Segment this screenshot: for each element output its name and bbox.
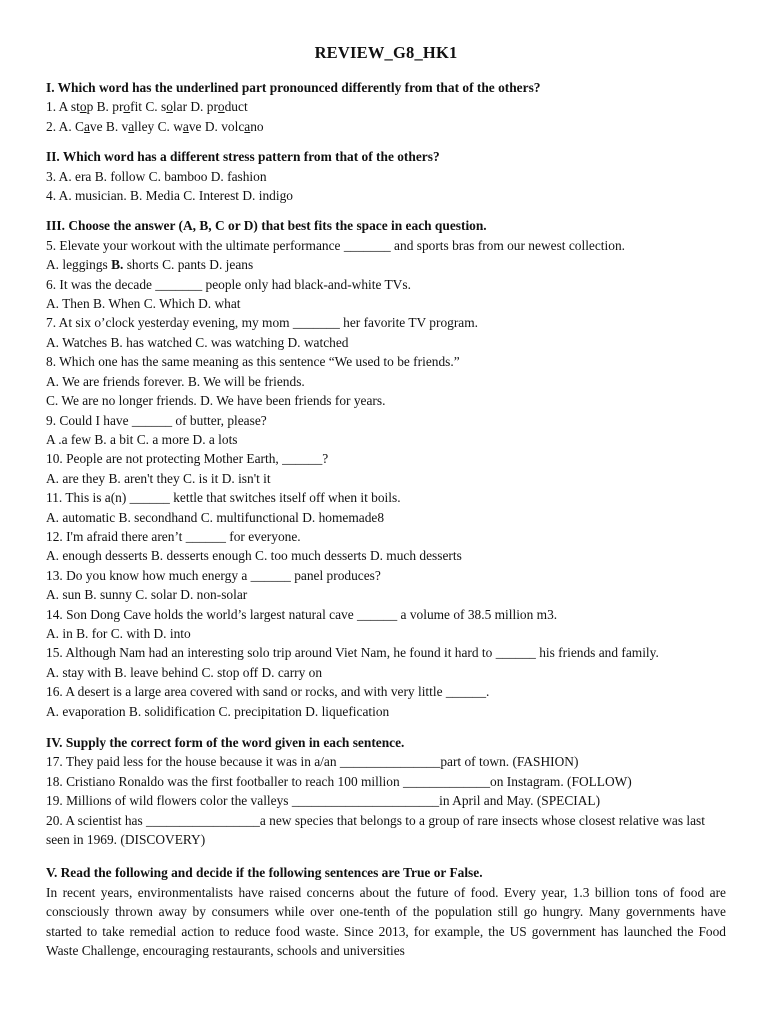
question-12-options: A. enough desserts B. desserts enough C. too much desserts D. much desserts — [46, 548, 462, 564]
question-1: 1. A stop B. profit C. solar D. product — [46, 99, 248, 115]
section-3-heading: III. Choose the answer (A, B, C or D) that best fits the space in each question. — [46, 218, 487, 234]
question-2: 2. A. Cave B. valley C. wave D. volcano — [46, 118, 264, 134]
question-9-options: A .a few B. a bit C. a more D. a lots — [46, 431, 238, 447]
worksheet-page — [46, 42, 726, 960]
section-4-heading: IV. Supply the correct form of the word given in each sentence. — [46, 735, 405, 750]
page-title: REVIEW_G8_HK1 — [314, 43, 458, 62]
question-12: 12. I'm afraid there aren’t ______ for everyone. — [46, 528, 301, 544]
question-15: 15. Although Nam had an interesting solo trip around Viet Nam, he found it hard to ______ his friends and family. — [46, 645, 659, 661]
question-14-options: A. in B. for C. with D. into — [46, 625, 191, 641]
question-16: 16. A desert is a large area covered with sand or rocks, and with very little ______. — [46, 684, 490, 700]
question-18: 18. Cristiano Ronaldo was the first footballer to reach 100 million _____________on Instagram. (FOLLOW) — [46, 773, 632, 789]
section-5-heading: V. Read the following and decide if the following sentences are True or False. — [46, 865, 483, 881]
question-17: 17. They paid less for the house because it was in a/an _______________part of town. (FASHION) — [46, 754, 579, 770]
question-13-options: A. sun B. sunny C. solar D. non-solar — [46, 587, 248, 603]
question-16-options: A. evaporation B. solidification C. precipitation D. liquefication — [46, 703, 390, 719]
question-6-options: A. Then B. When C. Which D. what — [46, 296, 241, 312]
question-3: 3. A. era B. follow C. bamboo D. fashion — [46, 168, 267, 184]
reading-passage: In recent years, environmentalists have raised concerns about the future of food. Every year, 1.3 billion tons of food are consciously thrown away by consumers while over one-tenth of the population still go hungry. Many governments have started to take remedial action to reduce food waste. Since 2013, for example, the US government has launched the Food Waste Challenge, encouraging restaurants, schools and universities — [46, 884, 726, 959]
question-5: 5. Elevate your workout with the ultimate performance _______ and sports bras from our newest collection. — [46, 237, 625, 253]
question-8-options-1: A. We are friends forever. B. We will be friends. — [46, 373, 305, 389]
question-8: 8. Which one has the same meaning as this sentence “We used to be friends.” — [46, 354, 460, 370]
question-11-options: A. automatic B. secondhand C. multifunctional D. homemade8 — [46, 509, 385, 525]
question-10-options: A. are they B. aren't they C. is it D. isn't it — [46, 470, 271, 486]
question-7-options: A. Watches B. has watched C. was watching D. watched — [46, 334, 349, 350]
question-14: 14. Son Dong Cave holds the world’s largest natural cave ______ a volume of 38.5 million m3. — [46, 606, 558, 622]
question-8-options-2: C. We are no longer friends. D. We have been friends for years. — [46, 393, 386, 409]
section-1-heading: I. Which word has the underlined part pronounced differently from that of the others? — [46, 80, 541, 95]
question-20: 20. A scientist has _________________a new species that belongs to a group of rare insects whose closest relative was last seen in 1969. (DISCOVERY) — [46, 812, 705, 848]
question-10: 10. People are not protecting Mother Earth, ______? — [46, 451, 329, 467]
section-2-heading: II. Which word has a different stress pattern from that of the others? — [46, 149, 440, 165]
question-7: 7. At six o’clock yesterday evening, my mom _______ her favorite TV program. — [46, 315, 479, 331]
question-19: 19. Millions of wild flowers color the valleys ______________________in April and May. (SPECIAL) — [46, 793, 601, 809]
question-9: 9. Could I have ______ of butter, please? — [46, 412, 267, 428]
question-5-options: A. leggings B. shorts C. pants D. jeans — [46, 257, 254, 273]
question-13: 13. Do you know how much energy a ______ panel produces? — [46, 567, 381, 583]
question-4: 4. A. musician. B. Media C. Interest D. indigo — [46, 188, 293, 204]
question-15-options: A. stay with B. leave behind C. stop off D. carry on — [46, 664, 323, 680]
question-11: 11. This is a(n) ______ kettle that switches itself off when it boils. — [46, 490, 401, 506]
question-6: 6. It was the decade _______ people only had black-and-white TVs. — [46, 276, 411, 292]
